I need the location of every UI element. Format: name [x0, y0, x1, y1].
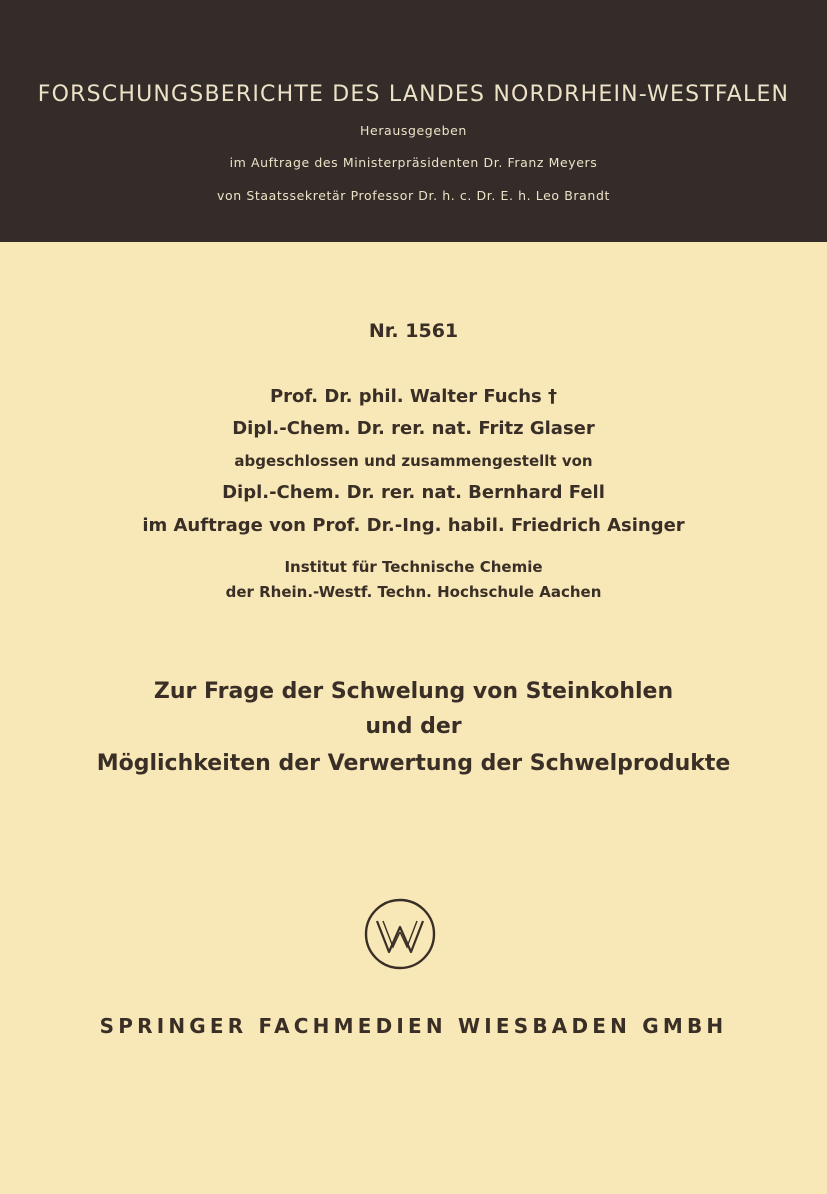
institute-line-2: der Rhein.-Westf. Techn. Hochschule Aachen: [225, 583, 602, 601]
title-line-3: Möglichkeiten der Verwertung der Schwelprodukte: [96, 751, 731, 776]
report-number: Nr. 1561: [368, 320, 459, 342]
series-title: FORSCHUNGSBERICHTE DES LANDES NORDRHEIN-WESTFALEN: [37, 82, 790, 107]
author-line-1: Prof. Dr. phil. Walter Fuchs †: [269, 386, 558, 407]
publisher-name: SPRINGER FACHMEDIEN WIESBADEN GMBH: [99, 1014, 728, 1038]
title-line-1: Zur Frage der Schwelung von Steinkohlen: [153, 679, 674, 704]
author-line-3: abgeschlossen und zusammengestellt von: [234, 452, 593, 470]
series-header: [0, 0, 827, 242]
editor-line-3: von Staatssekretär Professor Dr. h. c. Dr. E. h. Leo Brandt: [216, 188, 610, 203]
author-line-5: im Auftrage von Prof. Dr.-Ing. habil. Friedrich Asinger: [142, 515, 685, 536]
author-line-2: Dipl.-Chem. Dr. rer. nat. Fritz Glaser: [232, 418, 595, 439]
springer-w-logo-icon: [363, 897, 437, 971]
institute-line-1: Institut für Technische Chemie: [284, 558, 543, 576]
editor-line-2: im Auftrage des Ministerpräsidenten Dr. Franz Meyers: [229, 155, 598, 170]
author-line-4: Dipl.-Chem. Dr. rer. nat. Bernhard Fell: [222, 482, 605, 503]
title-line-2: und der: [365, 714, 462, 739]
editor-line-1: Herausgegeben: [360, 123, 467, 138]
